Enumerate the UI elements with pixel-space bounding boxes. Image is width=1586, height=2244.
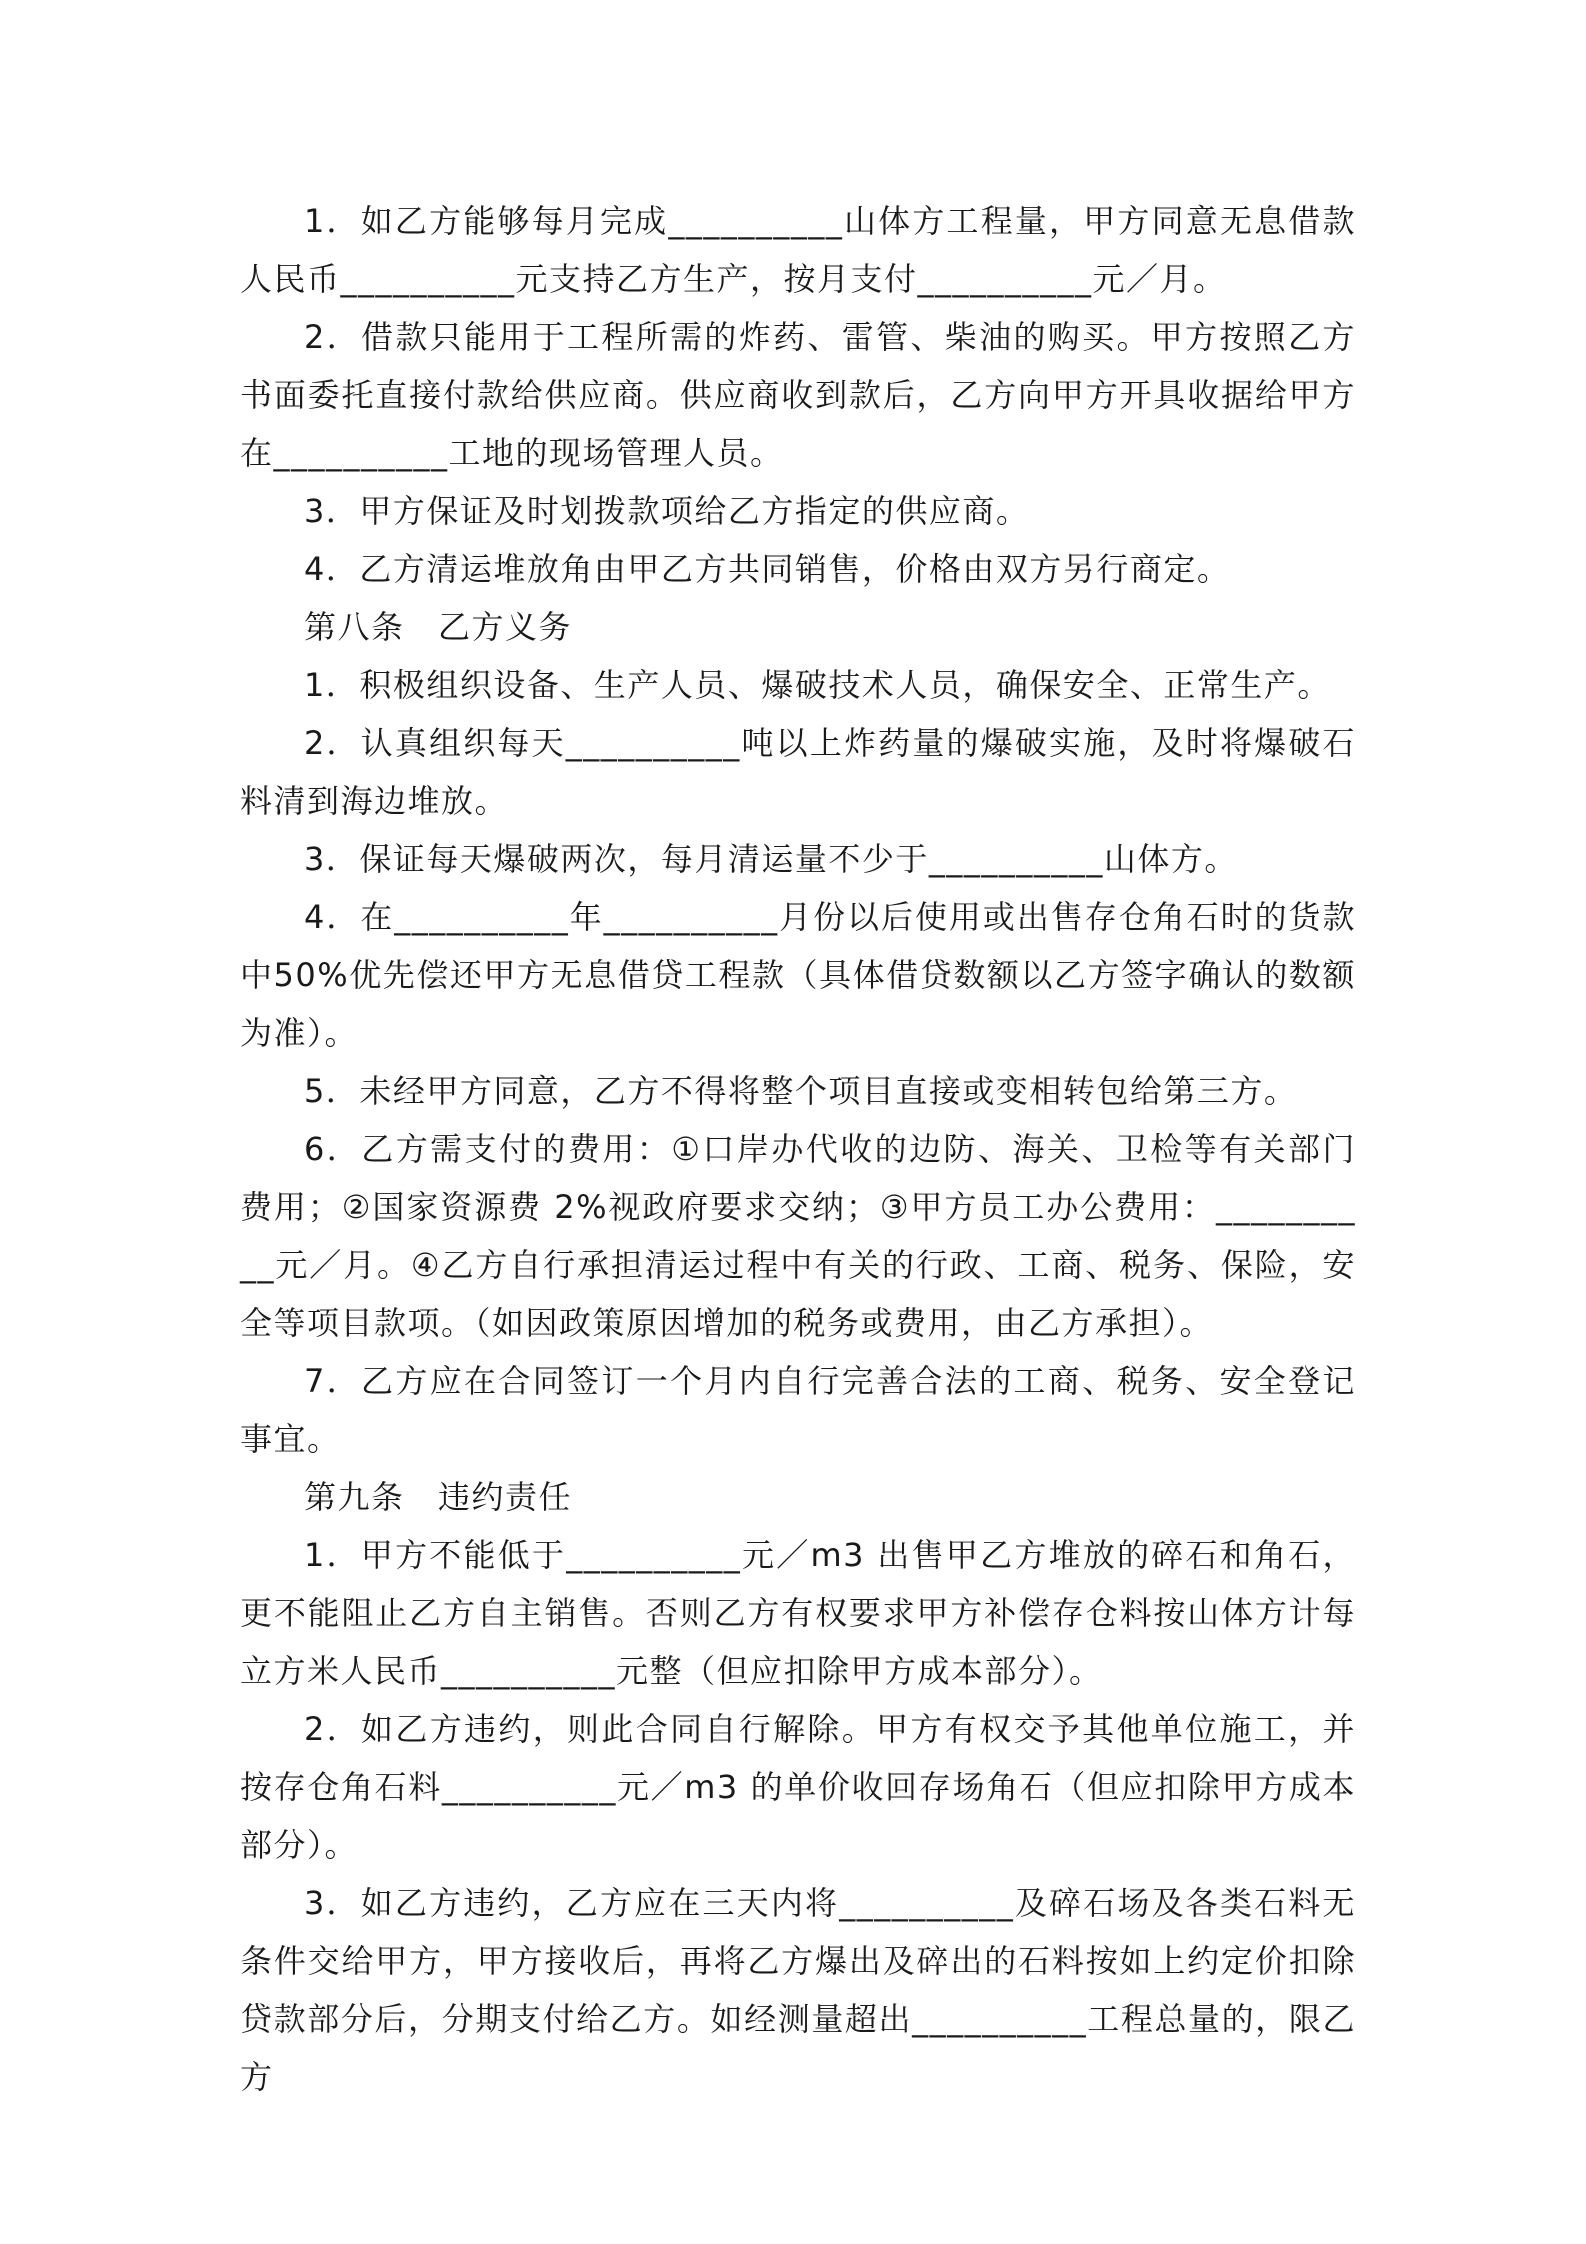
clause-7-item-2: 2．借款只能用于工程所需的炸药、雷管、柴油的购买。甲方按照乙方书面委托直接付款给供应商。供应商收到款后，乙方向甲方开具收据给甲方在__________工地的现场管理人员。 [240, 318, 1356, 472]
article-8-heading: 第八条 乙方义务 [304, 608, 573, 646]
article-9-item-1: 1．甲方不能低于__________元／m3 出售甲乙方堆放的碎石和角石，更不能阻止乙方自主销售。否则乙方有权要求甲方补偿存仓料按山体方计每立方米人民币__________元整（但应扣除甲方成本部分）。 [240, 1536, 1356, 1690]
clause-7-item-3: 3．甲方保证及时划拨款项给乙方指定的供应商。 [304, 492, 1030, 530]
article-8-item-6: 6．乙方需支付的费用：①口岸办代收的边防、海关、卫检等有关部门费用；②国家资源费 2%视政府要求交纳；③甲方员工办公费用：__________元／月。④乙方自行承担清运过程中有关的行政、工商、税务、保险，安全等项目款项。（如因政策原因增加的税务或费用，由乙方承担）。 [240, 1130, 1356, 1342]
clause-7-item-4: 4．乙方清运堆放角由甲乙方共同销售，价格由双方另行商定。 [304, 550, 1231, 588]
document-body [240, 192, 1356, 2106]
article-8-item-5: 5．未经甲方同意，乙方不得将整个项目直接或变相转包给第三方。 [304, 1072, 1298, 1110]
article-8-item-1: 1．积极组织设备、生产人员、爆破技术人员，确保安全、正常生产。 [304, 666, 1331, 704]
article-8-item-4: 4．在__________年__________月份以后使用或出售存仓角石时的货款中50%优先偿还甲方无息借贷工程款（具体借贷数额以乙方签字确认的数额为准）。 [240, 898, 1356, 1052]
article-9-heading: 第九条 违约责任 [304, 1478, 573, 1516]
article-9-item-2: 2．如乙方违约，则此合同自行解除。甲方有权交予其他单位施工，并按存仓角石料__________元／m3 的单价收回存场角石（但应扣除甲方成本部分）。 [240, 1710, 1356, 1864]
article-8-item-2: 2．认真组织每天__________吨以上炸药量的爆破实施，及时将爆破石料清到海边堆放。 [240, 724, 1356, 820]
article-8-item-3: 3．保证每天爆破两次，每月清运量不少于__________山体方。 [304, 840, 1238, 878]
article-8-item-7: 7．乙方应在合同签订一个月内自行完善合法的工商、税务、安全登记事宜。 [240, 1362, 1356, 1458]
clause-7-item-1: 1．如乙方能够每月完成__________山体方工程量，甲方同意无息借款人民币__________元支持乙方生产，按月支付__________元／月。 [240, 202, 1356, 298]
article-9-item-3: 3．如乙方违约，乙方应在三天内将__________及碎石场及各类石料无条件交给甲方，甲方接收后，再将乙方爆出及碎出的石料按如上约定价扣除贷款部分后，分期支付给乙方。如经测量超出__________工程总量的，限乙方 [240, 1884, 1356, 2096]
